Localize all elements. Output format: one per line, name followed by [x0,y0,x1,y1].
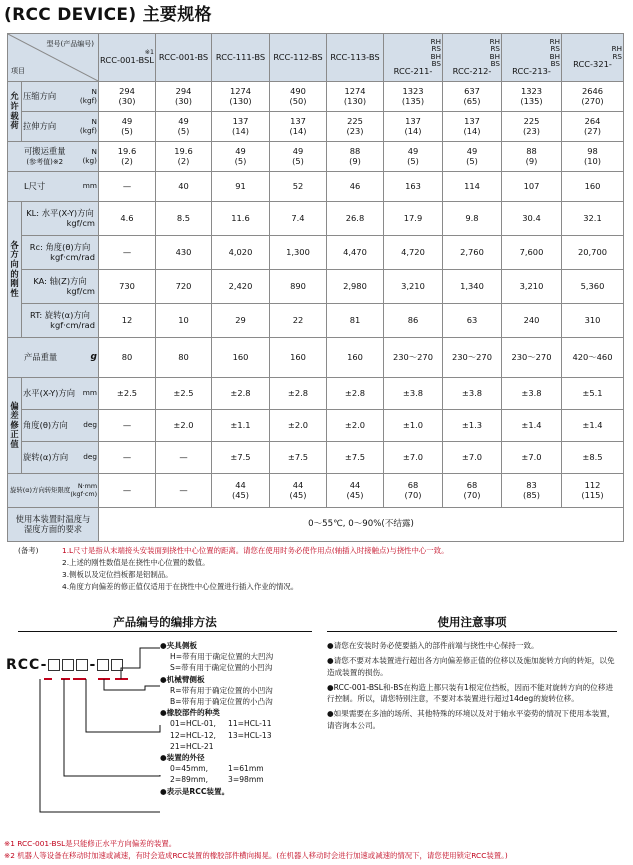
value-cell: 19.6 (2) [156,142,212,172]
env-value: 0～55℃, 0～90%(不结露) [99,508,624,542]
weight-label: 产品重量 g [8,338,99,378]
value-cell: 163 [384,172,443,202]
arm-option: R=带有用于确定位置的小凹沟 [170,685,273,695]
kl-label: KL: 水平(X-Y)方向 kgf/cm [22,202,99,236]
value-cell: 4,470 [327,236,384,270]
value-cell: ±2.0 [270,410,327,442]
value-cell: 2646 (270) [562,82,624,112]
value-cell: ±2.8 [270,378,327,410]
model-header: RH RS BH BS RCC-212- [443,34,502,82]
value-cell: 80 [156,338,212,378]
value-cell: 49 (5) [270,142,327,172]
caution-section-title: 使用注意事项 [437,615,507,629]
value-cell: 40 [156,172,212,202]
clamp-title: ●夹具侧板 [160,641,198,650]
rcc-title: ●表示是RCC装置。 [160,786,230,796]
value-cell: 44 (45) [212,474,270,508]
value-cell: ±1.4 [562,410,624,442]
model-header: RH RS BH BS RCC-213- [502,34,562,82]
value-cell: — [99,442,156,474]
value-cell: 30.4 [502,202,562,236]
xy-label: 水平(X-Y)方向 mm [22,378,99,410]
value-cell: ±2.0 [156,410,212,442]
value-cell: 3,210 [384,270,443,304]
value-cell: 1274 (130) [327,82,384,112]
caution-list [327,640,617,735]
value-cell: 730 [99,270,156,304]
value-cell: ±2.5 [156,378,212,410]
theta-label: 角度(θ)方向 deg [22,410,99,442]
rubber-option: 01=HCL-01, 11=HCL-11 [170,719,272,729]
value-cell: 52 [270,172,327,202]
dia-option: 0=45mm, 1=61mm [170,764,264,774]
value-cell: 88 (9) [502,142,562,172]
value-cell: 490 (50) [270,82,327,112]
value-cell: 83 (85) [502,474,562,508]
value-cell: — [156,474,212,508]
code-box [48,659,60,671]
value-cell: — [99,172,156,202]
value-cell: 17.9 [384,202,443,236]
value-cell: ±2.5 [99,378,156,410]
value-cell: 98 (10) [562,142,624,172]
torque-label: 旋转(α)方向转矩限度 N·mm (kgf·cm) [8,474,99,508]
value-cell: 2,980 [327,270,384,304]
value-cell: 88 (9) [327,142,384,172]
notes-tag: (备考) [18,546,39,555]
caution-item: ●请您在安装时务必使要插入的部件前端与挠性中心保持一致。 [327,641,539,650]
value-cell: 7.4 [270,202,327,236]
rubber-title: ●橡胶部件的种类 [160,708,220,718]
value-cell: 294 (30) [99,82,156,112]
value-cell: 137 (14) [212,112,270,142]
model-header: RH RS BH BS RCC-211- [384,34,443,82]
value-cell: 225 (23) [327,112,384,142]
value-cell: 160 [212,338,270,378]
caution-item: ●请您不要对本装置进行超出各方向偏差修正值的位移以及施加旋转方向的转矩，以免造成装置的损伤。 [327,656,615,677]
value-cell: 32.1 [562,202,624,236]
value-cell: ±2.8 [212,378,270,410]
value-cell: 294 (30) [156,82,212,112]
value-cell: 1,340 [443,270,502,304]
footer [4,838,508,862]
value-cell: 44 (45) [270,474,327,508]
value-cell: ±7.5 [212,442,270,474]
note-3: 3.侧板以及定位挡板都是铝制品。 [62,570,173,579]
value-cell: 81 [327,304,384,338]
value-cell: 1274 (130) [212,82,270,112]
value-cell: — [99,474,156,508]
model-header: RCC-111-BS [212,34,270,82]
ka-label: KA: 轴(Z)方向 kgf/cm [22,270,99,304]
model-header: ※1 RCC-001-BSL [99,34,156,82]
value-cell: ±3.8 [384,378,443,410]
value-cell: ±7.0 [384,442,443,474]
value-cell: 137 (14) [270,112,327,142]
footnote-1: ※1 RCC-001-BSL是只能修正水平方向偏差的装置。 [4,839,177,848]
code-box [111,659,123,671]
value-cell: ±1.4 [502,410,562,442]
dia-title: ●装置的外径 [160,753,205,763]
page-title: (RCC DEVICE) 主要规格 [4,5,212,25]
code-prefix: RCC- [6,657,48,673]
value-cell: ±1.0 [384,410,443,442]
value-cell: 4.6 [99,202,156,236]
model-header: RCC-113-BS [327,34,384,82]
value-cell: 420～460 [562,338,624,378]
model-header: RCC-001-BS [156,34,212,82]
alpha-label: 旋转(α)方向 deg [22,442,99,474]
code-section-title: 产品编号的编排方法 [113,615,217,629]
rc-label: Rc: 角度(θ)方向 kgf·cm/rad [22,236,99,270]
code-box [62,659,74,671]
value-cell: 264 (27) [562,112,624,142]
value-cell: 1323 (135) [384,82,443,112]
code-box [76,659,88,671]
value-cell: ±1.3 [443,410,502,442]
value-cell: 230～270 [443,338,502,378]
value-cell: ±1.1 [212,410,270,442]
model-header: RCC-112-BS [270,34,327,82]
value-cell: 137 (14) [443,112,502,142]
env-label: 使用本装置时温度与 湿度方面的要求 [8,508,99,542]
caution-item: ●RCC-001-BSL和-BS在构造上都只装有1根定位挡板，因而不能对旋转方向的位移进行控制。所以，请您特别注意，不要对本装置进行超过14deg的旋转位移。 [327,682,614,704]
rubber-option: 21=HCL-21 [170,741,214,751]
value-cell: 11.6 [212,202,270,236]
value-cell: 19.6 (2) [99,142,156,172]
clamp-option: H=带有用于确定位置的大凹沟 [170,652,274,662]
value-cell: ±2.0 [327,410,384,442]
code-legend [160,640,273,797]
value-cell: ±2.8 [327,378,384,410]
value-cell: 4,020 [212,236,270,270]
value-cell: ±7.5 [327,442,384,474]
value-cell: 8.5 [156,202,212,236]
value-cell: 4,720 [384,236,443,270]
value-cell: 637 (65) [443,82,502,112]
value-cell: 2,420 [212,270,270,304]
arm-option: B=带有用于确定位置的小凸沟 [170,697,273,707]
value-cell: 46 [327,172,384,202]
value-cell: ±3.8 [443,378,502,410]
value-cell: — [99,410,156,442]
product-code: RCC- - [6,657,124,673]
value-cell: 68 (70) [443,474,502,508]
value-cell: 91 [212,172,270,202]
value-cell: 230～270 [502,338,562,378]
item-label: 项目 [11,66,25,75]
clamp-option: S=带有用于确定位置的小凹沟 [170,663,273,673]
value-cell: 20,700 [562,236,624,270]
value-cell: 68 (70) [384,474,443,508]
model-label: 型号(产品编号) [46,40,94,48]
value-cell: 86 [384,304,443,338]
code-box [97,659,109,671]
value-cell: ±7.5 [270,442,327,474]
value-cell: 3,210 [502,270,562,304]
value-cell: 49 (5) [99,112,156,142]
value-cell: 49 (5) [212,142,270,172]
value-cell: 230～270 [384,338,443,378]
payload-label: 可搬运重量 (参考值)※2 N (kg) [8,142,99,172]
l-dim-label: L尺寸 mm [8,172,99,202]
value-cell: ±7.0 [443,442,502,474]
value-cell: 29 [212,304,270,338]
value-cell: 5,360 [562,270,624,304]
rt-label: RT: 旋转(α)方向 kgf·cm/rad [22,304,99,338]
value-cell: 2,760 [443,236,502,270]
value-cell: 160 [327,338,384,378]
rubber-option: 12=HCL-12, 13=HCL-13 [170,730,272,740]
compression-label: 压缩方向 N (kgf) [22,82,99,112]
value-cell: 310 [562,304,624,338]
note-2: 2.上述的刚性数值是在挠性中心位置的数值。 [62,558,210,567]
value-cell: 1323 (135) [502,82,562,112]
value-cell: 26.8 [327,202,384,236]
footnote-2: ※2 机器人等设备在移动时加速或减速，有时会造成RCC装置的橡胶部件横向揭晃。(在机器人移动时会进行加速或减速的情况下，请您使用锁定RCC装置。) [4,851,508,860]
value-cell: 49 (5) [156,112,212,142]
value-cell: 160 [562,172,624,202]
caution-item: ●如果需要在多油的场所、其他特殊的环境以及对于轴水平姿势的情况下使用本装置，请咨询本公司。 [327,709,615,730]
value-cell: 137 (14) [384,112,443,142]
value-cell: 10 [156,304,212,338]
stiff-group-label: 各方向的刚性 [8,202,22,338]
value-cell: — [99,236,156,270]
value-cell: — [156,442,212,474]
model-header: RH RS RCC-321- [562,34,624,82]
value-cell: 49 (5) [443,142,502,172]
value-cell: 160 [270,338,327,378]
value-cell: ±7.0 [502,442,562,474]
arm-title: ●机械臂侧板 [160,674,205,684]
value-cell: 7,600 [502,236,562,270]
value-cell: 430 [156,236,212,270]
value-cell: 63 [443,304,502,338]
value-cell: ±3.8 [502,378,562,410]
tension-label: 拉伸方向 N (kgf) [22,112,99,142]
value-cell: 80 [99,338,156,378]
value-cell: 114 [443,172,502,202]
corr-group-label: 偏差修正值 [8,378,22,474]
value-cell: 720 [156,270,212,304]
value-cell: 9.8 [443,202,502,236]
value-cell: 12 [99,304,156,338]
value-cell: ±5.1 [562,378,624,410]
dia-option: 2=89mm, 3=98mm [170,775,264,785]
value-cell: 890 [270,270,327,304]
load-group-label: 允许载荷 [8,82,22,142]
value-cell: 1,300 [270,236,327,270]
value-cell: 22 [270,304,327,338]
value-cell: ±8.5 [562,442,624,474]
value-cell: 240 [502,304,562,338]
note-1: 1.L尺寸是指从末端接头安装面到挠性中心位置的距离。请您在使用时务必使作用点(轴插入时接触点)与挠性中心一致。 [62,546,449,555]
value-cell: 44 (45) [327,474,384,508]
value-cell: 225 (23) [502,112,562,142]
value-cell: 112 (115) [562,474,624,508]
note-4: 4.角度方向偏差的修正值仅适用于在挠性中心位置进行插入作业的情况。 [62,582,299,591]
value-cell: 107 [502,172,562,202]
value-cell: 49 (5) [384,142,443,172]
